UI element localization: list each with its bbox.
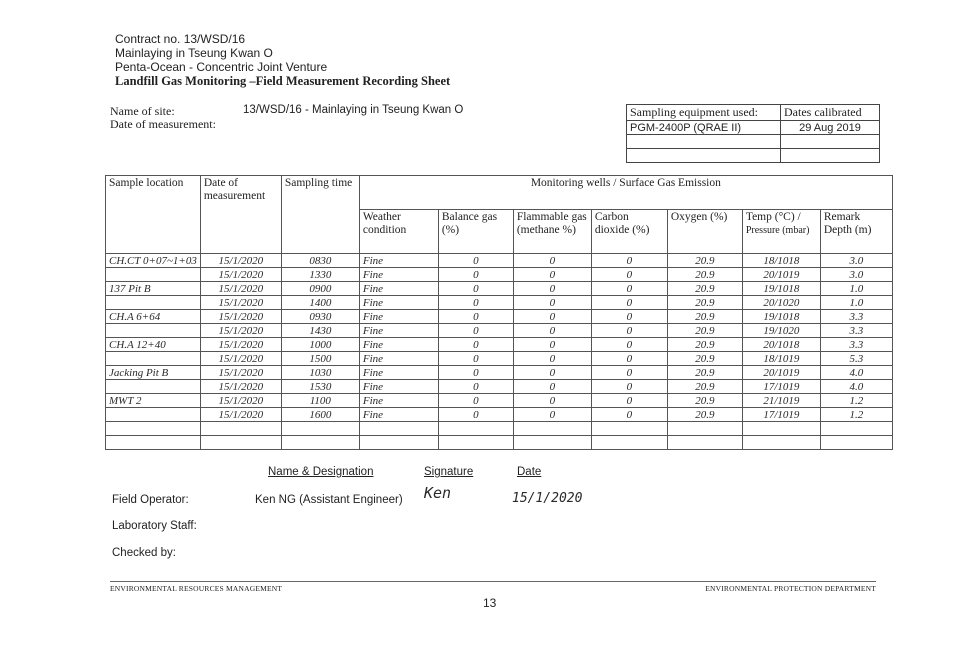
table-row <box>106 436 893 450</box>
header-sample-location: Sample location <box>106 176 201 254</box>
row-time: 1330 <box>281 268 359 282</box>
row-oxygen <box>667 422 742 436</box>
row-temp-pressure: 20/1019 <box>742 366 820 380</box>
row-balance: 0 <box>438 380 513 394</box>
footer-right: ENVIRONMENTAL PROTECTION DEPARTMENT <box>705 584 876 593</box>
calibrated-value: 29 Aug 2019 <box>781 121 880 135</box>
row-remark: 3.0 <box>820 254 892 268</box>
header-temp: Temp (°C) / <box>745 211 801 223</box>
row-time: 0830 <box>281 254 359 268</box>
row-location <box>106 352 201 366</box>
row-weather: Fine <box>359 352 438 366</box>
row-co2: 0 <box>591 338 667 352</box>
row-temp-pressure: 19/1020 <box>742 324 820 338</box>
signature-header: Signature <box>424 466 474 478</box>
field-operator-label: Field Operator: <box>112 494 189 506</box>
table-row <box>106 366 893 380</box>
row-date: 15/1/2020 <box>200 254 281 268</box>
row-weather: Fine <box>359 366 438 380</box>
calibrated-header: Dates calibrated <box>781 105 880 121</box>
header-weather: Weather condition <box>359 210 438 254</box>
site-name-label: Name of site: <box>110 104 175 118</box>
row-location <box>106 380 201 394</box>
table-row <box>106 338 893 352</box>
row-co2: 0 <box>591 366 667 380</box>
header-monitoring-group: Monitoring wells / Surface Gas Emission <box>359 176 892 210</box>
name-designation-header: Name & Designation <box>268 466 374 478</box>
row-weather: Fine <box>359 282 438 296</box>
row-weather: Fine <box>359 310 438 324</box>
row-remark: 1.2 <box>820 408 892 422</box>
row-temp-pressure: 19/1018 <box>742 282 820 296</box>
row-location <box>106 296 201 310</box>
row-co2: 0 <box>591 380 667 394</box>
row-balance: 0 <box>438 282 513 296</box>
measurement-table <box>105 175 893 450</box>
row-date: 15/1/2020 <box>200 338 281 352</box>
row-temp-pressure: 17/1019 <box>742 380 820 394</box>
row-co2: 0 <box>591 352 667 366</box>
lab-staff-label: Laboratory Staff: <box>112 520 197 532</box>
row-location: MWT 2 <box>106 394 201 408</box>
row-weather: Fine <box>359 338 438 352</box>
row-date: 15/1/2020 <box>200 282 281 296</box>
row-balance <box>438 422 513 436</box>
header-date: Date of measurement <box>200 176 281 254</box>
row-temp-pressure: 20/1018 <box>742 338 820 352</box>
row-flammable: 0 <box>513 408 591 422</box>
row-time: 1500 <box>281 352 359 366</box>
header-temp-pressure <box>742 210 820 254</box>
row-co2: 0 <box>591 268 667 282</box>
row-co2: 0 <box>591 296 667 310</box>
project-name: Mainlaying in Tseung Kwan O <box>115 46 273 60</box>
row-balance: 0 <box>438 408 513 422</box>
equipment-value: PGM-2400P (QRAE II) <box>627 121 781 135</box>
row-flammable: 0 <box>513 380 591 394</box>
row-time: 1600 <box>281 408 359 422</box>
row-location: 137 Pit B <box>106 282 201 296</box>
row-flammable: 0 <box>513 338 591 352</box>
equipment-empty-cell <box>627 135 781 149</box>
row-remark: 1.2 <box>820 394 892 408</box>
footer-divider <box>110 581 876 582</box>
equipment-empty-cell <box>627 149 781 163</box>
row-oxygen: 20.9 <box>667 282 742 296</box>
row-oxygen <box>667 436 742 450</box>
row-temp-pressure: 17/1019 <box>742 408 820 422</box>
document-header <box>115 32 450 88</box>
row-oxygen: 20.9 <box>667 254 742 268</box>
row-flammable: 0 <box>513 296 591 310</box>
row-temp-pressure: 19/1018 <box>742 310 820 324</box>
table-row <box>106 352 893 366</box>
row-location <box>106 268 201 282</box>
row-co2: 0 <box>591 310 667 324</box>
row-balance: 0 <box>438 352 513 366</box>
header-flammable-gas: Flammable gas (methane %) <box>513 210 591 254</box>
table-row <box>106 422 893 436</box>
row-remark: 4.0 <box>820 380 892 394</box>
row-co2: 0 <box>591 254 667 268</box>
table-row <box>106 268 893 282</box>
row-time: 0930 <box>281 310 359 324</box>
equipment-header: Sampling equipment used: <box>627 105 781 121</box>
row-co2: 0 <box>591 408 667 422</box>
row-weather: Fine <box>359 394 438 408</box>
row-oxygen: 20.9 <box>667 296 742 310</box>
row-weather: Fine <box>359 408 438 422</box>
row-location <box>106 408 201 422</box>
table-row <box>106 282 893 296</box>
row-temp-pressure <box>742 422 820 436</box>
row-time: 1030 <box>281 366 359 380</box>
row-date <box>200 422 281 436</box>
row-balance: 0 <box>438 324 513 338</box>
row-location <box>106 436 201 450</box>
table-row <box>106 254 893 268</box>
row-oxygen: 20.9 <box>667 380 742 394</box>
row-flammable: 0 <box>513 254 591 268</box>
row-oxygen: 20.9 <box>667 408 742 422</box>
row-flammable: 0 <box>513 394 591 408</box>
row-flammable: 0 <box>513 324 591 338</box>
row-temp-pressure: 18/1019 <box>742 352 820 366</box>
row-oxygen: 20.9 <box>667 338 742 352</box>
row-co2: 0 <box>591 282 667 296</box>
row-time: 1000 <box>281 338 359 352</box>
row-location: CH.CT 0+07~1+03 <box>106 254 201 268</box>
row-date: 15/1/2020 <box>200 268 281 282</box>
row-co2 <box>591 422 667 436</box>
checked-by-label: Checked by: <box>112 547 176 559</box>
row-weather <box>359 422 438 436</box>
row-oxygen: 20.9 <box>667 268 742 282</box>
field-operator-name: Ken NG (Assistant Engineer) <box>255 494 403 506</box>
row-weather <box>359 436 438 450</box>
row-temp-pressure: 20/1019 <box>742 268 820 282</box>
row-remark: 3.0 <box>820 268 892 282</box>
row-balance: 0 <box>438 268 513 282</box>
row-flammable: 0 <box>513 352 591 366</box>
row-co2: 0 <box>591 394 667 408</box>
equipment-table <box>626 104 880 163</box>
row-weather: Fine <box>359 296 438 310</box>
row-balance: 0 <box>438 296 513 310</box>
contract-number: Contract no. 13/WSD/16 <box>115 32 246 46</box>
row-remark: 5.3 <box>820 352 892 366</box>
row-temp-pressure: 20/1020 <box>742 296 820 310</box>
row-date: 15/1/2020 <box>200 366 281 380</box>
row-date <box>200 436 281 450</box>
row-temp-pressure: 21/1019 <box>742 394 820 408</box>
row-flammable: 0 <box>513 268 591 282</box>
row-weather: Fine <box>359 254 438 268</box>
row-oxygen: 20.9 <box>667 324 742 338</box>
row-balance: 0 <box>438 366 513 380</box>
row-oxygen: 20.9 <box>667 310 742 324</box>
row-flammable <box>513 436 591 450</box>
page-number: 13 <box>483 596 497 610</box>
table-row <box>106 380 893 394</box>
row-flammable <box>513 422 591 436</box>
row-oxygen: 20.9 <box>667 394 742 408</box>
contractor-name: Penta-Ocean - Concentric Joint Venture <box>115 60 328 74</box>
header-remark: Remark Depth (m) <box>820 210 892 254</box>
row-balance: 0 <box>438 310 513 324</box>
row-flammable: 0 <box>513 282 591 296</box>
header-pressure: Pressure (mbar) <box>745 225 810 236</box>
row-date: 15/1/2020 <box>200 310 281 324</box>
header-balance-gas: Balance gas (%) <box>438 210 513 254</box>
row-oxygen: 20.9 <box>667 352 742 366</box>
site-name-value: 13/WSD/16 - Mainlaying in Tseung Kwan O <box>243 104 464 116</box>
row-balance: 0 <box>438 254 513 268</box>
header-oxygen: Oxygen (%) <box>667 210 742 254</box>
row-location: CH.A 6+64 <box>106 310 201 324</box>
row-temp-pressure <box>742 436 820 450</box>
row-temp-pressure: 18/1018 <box>742 254 820 268</box>
row-remark: 1.0 <box>820 282 892 296</box>
row-date: 15/1/2020 <box>200 380 281 394</box>
row-time: 1430 <box>281 324 359 338</box>
row-time <box>281 422 359 436</box>
row-balance: 0 <box>438 338 513 352</box>
row-flammable: 0 <box>513 366 591 380</box>
row-weather: Fine <box>359 324 438 338</box>
row-remark: 3.3 <box>820 310 892 324</box>
row-time: 1530 <box>281 380 359 394</box>
calibrated-empty-cell <box>781 135 880 149</box>
row-remark <box>820 436 892 450</box>
row-time: 0900 <box>281 282 359 296</box>
row-location <box>106 324 201 338</box>
row-date: 15/1/2020 <box>200 352 281 366</box>
date-header: Date <box>517 466 542 478</box>
row-date: 15/1/2020 <box>200 394 281 408</box>
table-row <box>106 324 893 338</box>
row-co2: 0 <box>591 324 667 338</box>
field-operator-signature: Ken <box>424 484 452 502</box>
row-remark <box>820 422 892 436</box>
row-oxygen: 20.9 <box>667 366 742 380</box>
row-weather: Fine <box>359 380 438 394</box>
table-row <box>106 408 893 422</box>
row-weather: Fine <box>359 268 438 282</box>
table-row <box>106 310 893 324</box>
footer-left: ENVIRONMENTAL RESOURCES MANAGEMENT <box>110 584 283 593</box>
row-remark: 1.0 <box>820 296 892 310</box>
field-operator-date: 15/1/2020 <box>512 491 583 506</box>
row-remark: 3.3 <box>820 324 892 338</box>
table-row <box>106 296 893 310</box>
row-flammable: 0 <box>513 310 591 324</box>
row-location <box>106 422 201 436</box>
date-measurement-label: Date of measurement: <box>110 117 216 131</box>
row-balance: 0 <box>438 394 513 408</box>
calibrated-empty-cell <box>781 149 880 163</box>
row-time <box>281 436 359 450</box>
header-sampling-time: Sampling time <box>281 176 359 254</box>
row-co2 <box>591 436 667 450</box>
table-row <box>106 394 893 408</box>
row-date: 15/1/2020 <box>200 296 281 310</box>
sheet-title: Landfill Gas Monitoring –Field Measurement Recording Sheet <box>115 74 451 88</box>
row-date: 15/1/2020 <box>200 324 281 338</box>
row-remark: 4.0 <box>820 366 892 380</box>
row-time: 1100 <box>281 394 359 408</box>
row-location: CH.A 12+40 <box>106 338 201 352</box>
row-time: 1400 <box>281 296 359 310</box>
row-date: 15/1/2020 <box>200 408 281 422</box>
row-balance <box>438 436 513 450</box>
row-remark: 3.3 <box>820 338 892 352</box>
header-carbon-dioxide: Carbon dioxide (%) <box>591 210 667 254</box>
row-location: Jacking Pit B <box>106 366 201 380</box>
